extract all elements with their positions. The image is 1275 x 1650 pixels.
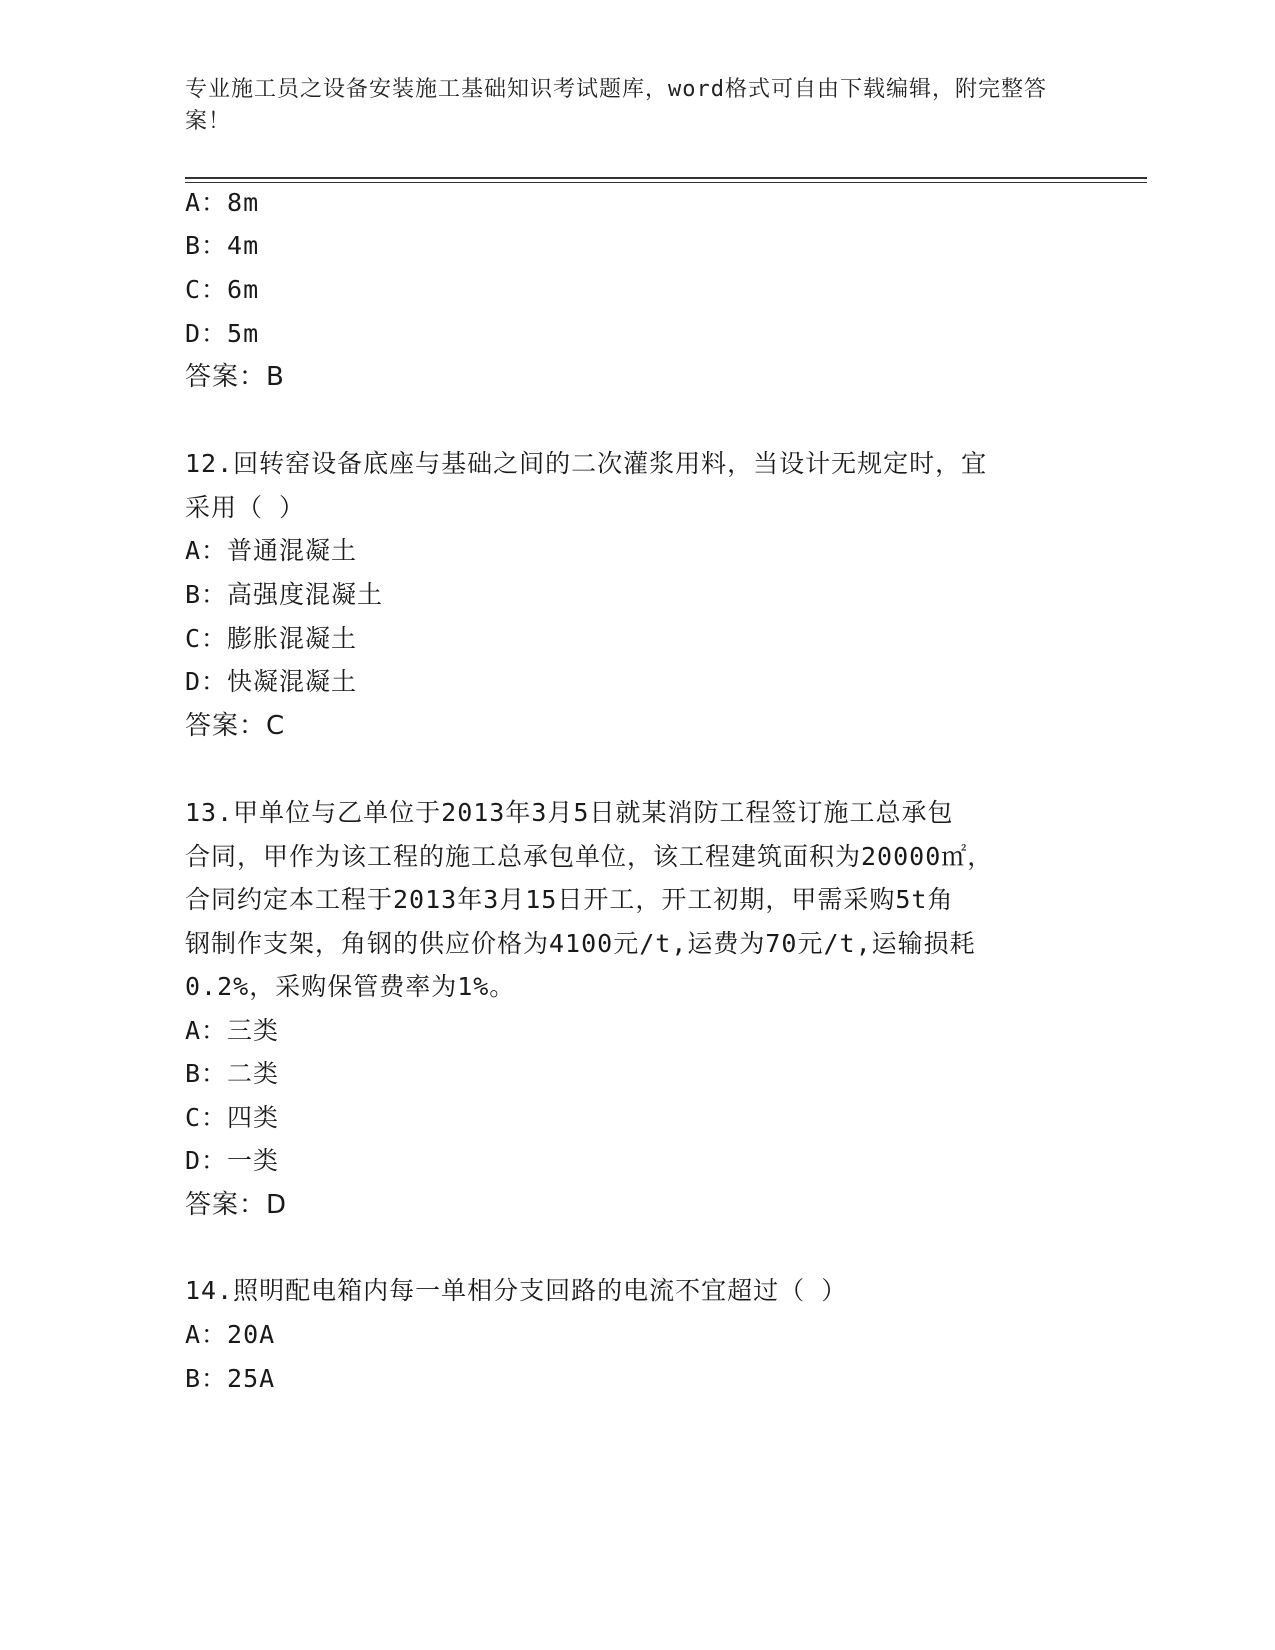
q14-option-b: B：25A: [185, 1364, 276, 1393]
q13-option-a: A：三类: [185, 1016, 280, 1045]
q12-stem-line-1: 12.回转窑设备底座与基础之间的二次灌浆用料，当设计无规定时，宜: [185, 449, 988, 478]
q12-stem-line-2: 采用（ ）: [185, 493, 306, 522]
q13-option-b: B：二类: [185, 1059, 280, 1088]
header-rule-thick: [185, 177, 1147, 179]
q11-option-c: C：6m: [185, 275, 260, 304]
q14-option-a: A：20A: [185, 1320, 276, 1349]
document-header: 专业施工员之设备安装施工基础知识考试题库，word格式可自由下载编辑，附完整答案！: [185, 77, 1047, 134]
q13-stem-line-4: 钢制作支架，角钢的供应价格为4100元/t,运费为70元/t,运输损耗: [185, 929, 976, 958]
q13-option-d: D：一类: [185, 1146, 280, 1175]
q12-option-b: B：高强度混凝土: [185, 580, 384, 609]
q13-option-c: C：四类: [185, 1103, 280, 1132]
q12-option-c: C：膨胀混凝土: [185, 624, 358, 653]
header-rule-thin: [185, 182, 1147, 183]
q13-stem-line-5: 0.2%，采购保管费率为1%。: [185, 972, 516, 1001]
q13-stem-line-2: 合同，甲作为该工程的施工总承包单位，该工程建筑面积为20000㎡，: [185, 842, 994, 871]
q11-option-a: A：8m: [185, 188, 260, 217]
q13-answer: 答案：D: [185, 1190, 288, 1220]
q12-option-d: D：快凝混凝土: [185, 667, 358, 696]
q13-stem-line-1: 13.甲单位与乙单位于2013年3月5日就某消防工程签订施工总承包: [185, 798, 954, 827]
q11-option-b: B：4m: [185, 231, 260, 260]
q14-stem-line-1: 14.照明配电箱内每一单相分支回路的电流不宜超过（ ）: [185, 1276, 848, 1305]
q12-option-a: A：普通混凝土: [185, 536, 358, 565]
q11-option-d: D：5m: [185, 319, 260, 348]
q13-stem-line-3: 合同约定本工程于2013年3月15日开工，开工初期，甲需采购5t角: [185, 885, 954, 914]
q11-answer: 答案：B: [185, 362, 285, 392]
q12-answer: 答案：C: [185, 711, 286, 741]
